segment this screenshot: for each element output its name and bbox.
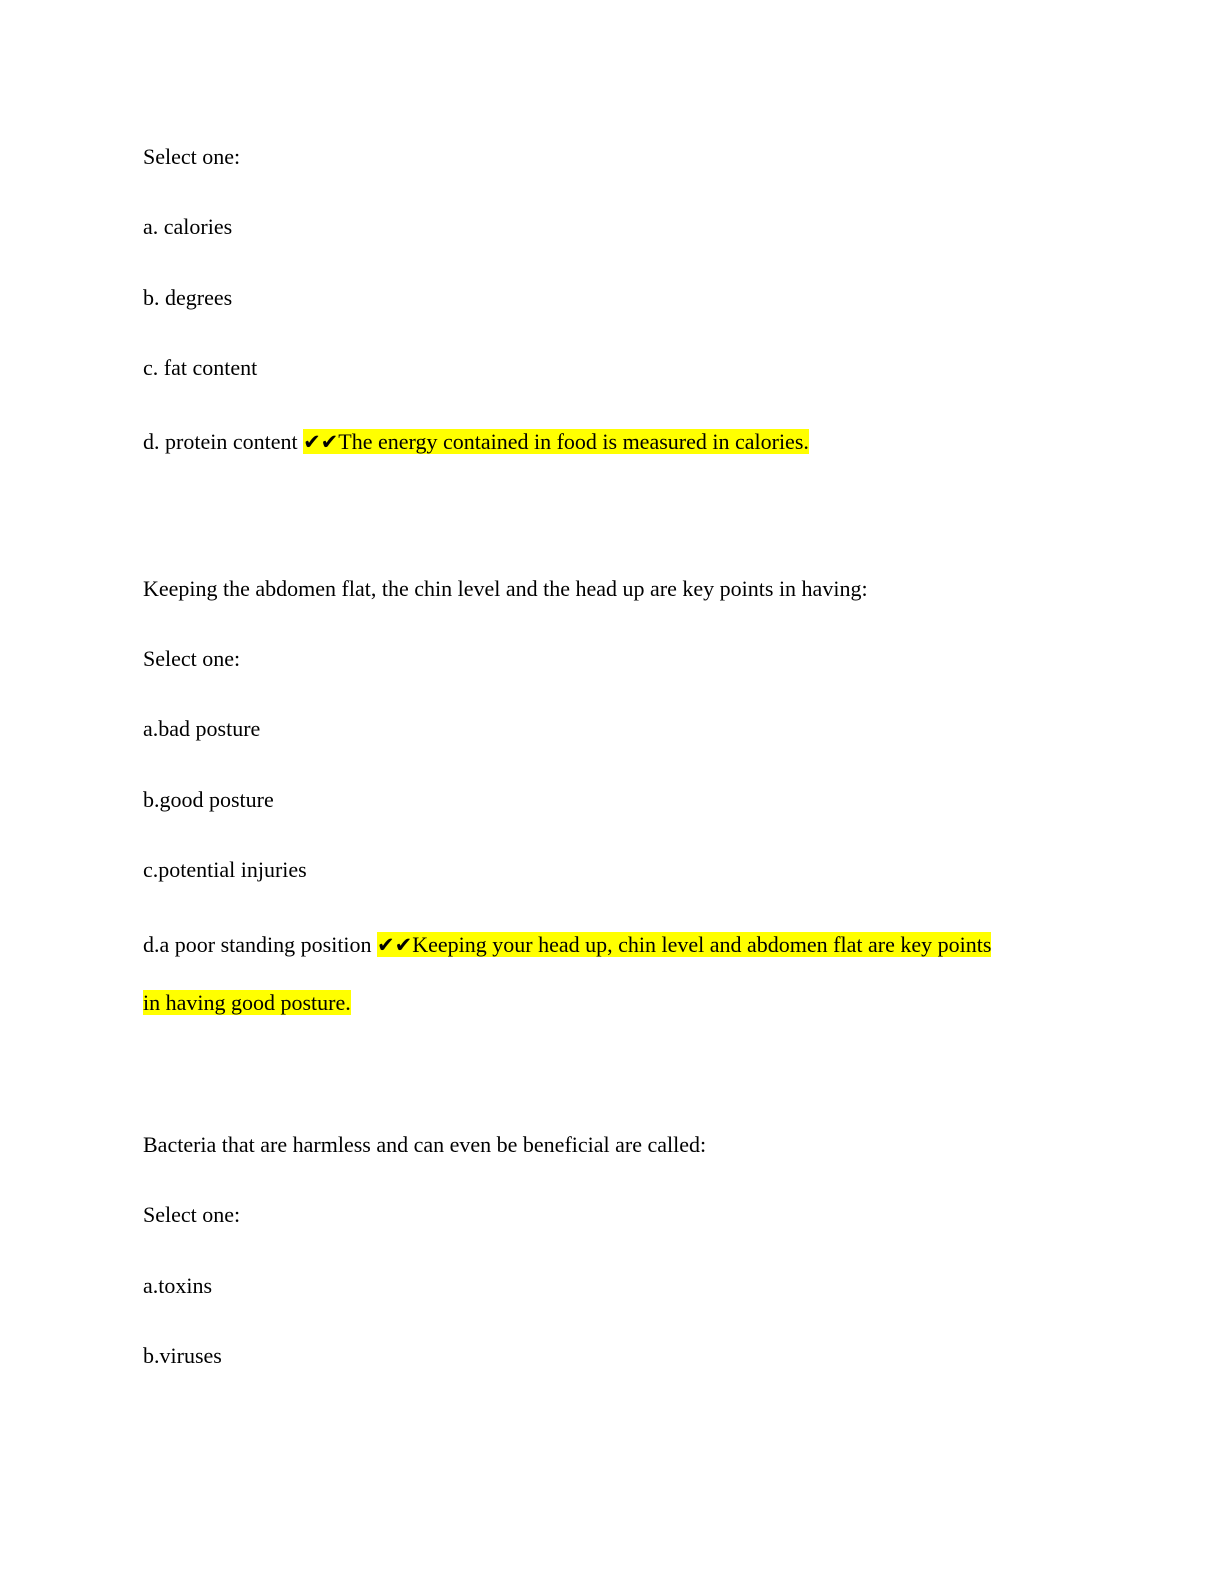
double-check-icon: ✔✔ — [377, 933, 413, 957]
q2-option-b: b.good posture — [143, 787, 274, 812]
q1-option-b: b. degrees — [143, 285, 233, 310]
q2-option-d-line — [143, 930, 991, 960]
q2-answer-text-2: in having good posture. — [143, 990, 351, 1015]
q3-question: Bacteria that are harmless and can even be beneficial are called: — [143, 1132, 707, 1157]
q2-select-label: Select one: — [143, 646, 241, 671]
q2-option-a: a.bad posture — [143, 716, 261, 741]
q2-option-d: d.a poor standing position — [143, 932, 372, 957]
q2-answer-text-1: Keeping your head up, chin level and abdomen flat are key points — [412, 932, 992, 957]
double-check-icon: ✔✔ — [303, 430, 339, 454]
q3-option-a: a.toxins — [143, 1273, 213, 1298]
q1-option-c: c. fat content — [143, 355, 258, 380]
q3-select-label: Select one: — [143, 1202, 241, 1227]
q1-select-label: Select one: — [143, 144, 241, 169]
q1-option-a: a. calories — [143, 214, 233, 239]
q1-option-d-line — [143, 427, 809, 457]
q1-answer-highlight — [303, 429, 809, 454]
q2-question: Keeping the abdomen flat, the chin level and the head up are key points in having: — [143, 576, 868, 601]
q3-option-b: b.viruses — [143, 1343, 222, 1368]
q2-answer-highlight — [377, 932, 991, 957]
q1-option-d: d. protein content — [143, 429, 298, 454]
q2-answer-line-2 — [143, 988, 351, 1018]
q2-option-c: c.potential injuries — [143, 857, 307, 882]
q1-answer-text: The energy contained in food is measured in calories. — [338, 429, 809, 454]
